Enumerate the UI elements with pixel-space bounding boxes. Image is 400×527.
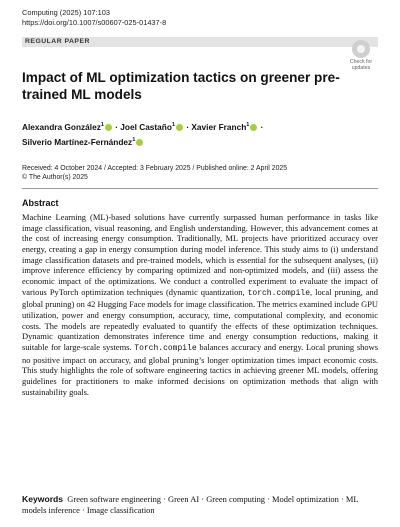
copyright-line: © The Author(s) 2025	[22, 174, 88, 181]
orcid-icon[interactable]	[176, 124, 183, 131]
abstract-text-2: , local pruning, and global pruning) on 42 Hugging Face models for image classification. The metrics examined include GPU utilization, power and energy consumption, accuracy, time, computational complexity, and economic costs. The models are repeatedly evaluated to quantify the effects of these optimization techniques. Dynamic quantization demonstrates inference time and energy consumption reductions, making it suitable for large-scale systems.	[22, 286, 378, 352]
journal-citation: Computing (2025) 107:103	[22, 8, 110, 17]
keywords-label: Keywords	[22, 494, 64, 504]
keywords-text: Green software engineering · Green AI · Green computing · Model optimization · ML models inference · Image classification	[22, 494, 359, 515]
dates-line: Received: 4 October 2024 / Accepted: 3 February 2025 / Published online: 2 April 2025	[22, 165, 288, 172]
abstract-body	[22, 212, 378, 397]
badge-line-1: Check for	[349, 59, 373, 65]
keywords-block	[22, 494, 378, 516]
author-separator: ·	[258, 121, 264, 132]
section-label: REGULAR PAPER	[25, 38, 90, 45]
affiliation-mark: 1	[132, 136, 136, 143]
code-torch-compile: torch.compile	[247, 288, 311, 298]
crossmark-icon	[352, 40, 370, 58]
abstract-text-3: balances accuracy and energy. Local pruning shows no positive impact on accuracy, and global pruning’s longer optimization times impact economic costs. This study highlights the role of software engineering tactics in achieving greener ML models, offering guidelines for practitioners to make informed decisions on optimization methods that align with sustainability goals.	[22, 341, 378, 397]
affiliation-mark: 1	[171, 122, 176, 128]
author-name: Alexandra González	[22, 121, 101, 132]
paper-title: Impact of ML optimization tactics on greener pre-trained ML models	[22, 70, 340, 102]
doi-link[interactable]: https://doi.org/10.1007/s00607-025-01437-8	[22, 17, 167, 27]
orcid-icon[interactable]	[250, 124, 257, 131]
author-name: Silverio Martínez-Fernández	[22, 136, 133, 147]
code-torch-compile-2: Torch.compile	[134, 343, 197, 353]
section-band	[22, 37, 378, 47]
divider	[22, 188, 378, 189]
abstract-heading: Abstract	[22, 198, 59, 208]
author-name: Xavier Franch	[191, 121, 247, 132]
abstract-text-1: Machine Learning (ML)-based solutions have currently surpassed human performance in tasks like image classification, visual reasoning, and English understanding. However, this advancement comes at the cost of increasing energy consumption. Traditionally, ML projects have prioritized accuracy over energy, creating a gap in energy consumption during model inference. This study aims to (i) understand image classification datasets and pre-trained models, which is essential for the subsequent analyses, (ii) improve inference efficiency by comparing optimized and non-optimized models, and (iii) assess the economic impact of the optimizations. We conduct a controlled experiment to evaluate the impact of various PyTorch optimization techniques (dynamic quantization,	[22, 212, 378, 297]
orcid-icon[interactable]	[105, 124, 112, 131]
author-separator: ·	[184, 121, 192, 132]
affiliation-mark: 1	[246, 122, 250, 128]
affiliation-mark: 1	[100, 122, 104, 128]
check-for-updates-badge[interactable]	[345, 40, 377, 74]
author-list	[22, 119, 382, 149]
author-separator: ·	[112, 121, 121, 132]
orcid-icon[interactable]	[136, 139, 143, 146]
publication-dates	[22, 164, 287, 182]
badge-line-2: updates	[351, 65, 371, 71]
author-name: Joel Castaño	[120, 121, 172, 132]
journal-header	[22, 8, 166, 27]
